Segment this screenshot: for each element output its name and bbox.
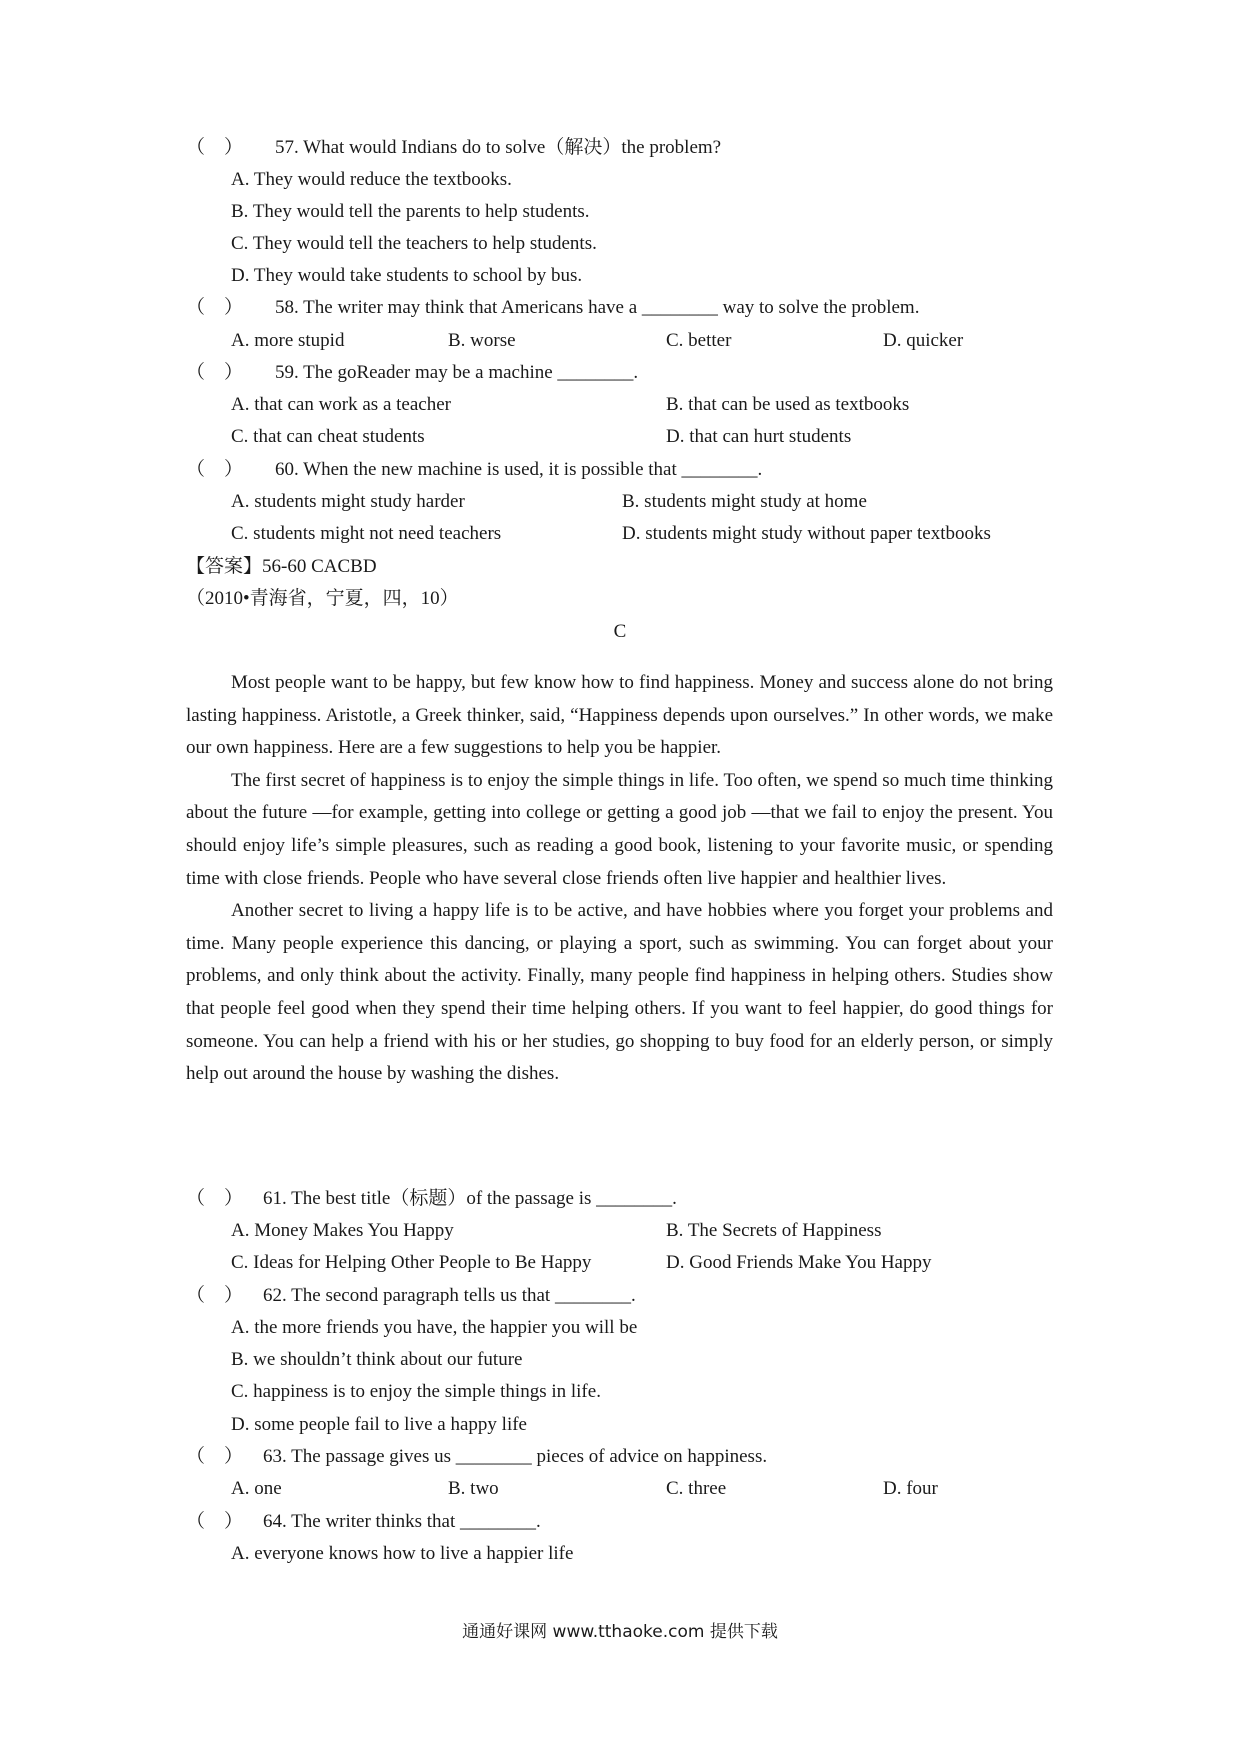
option-57-d: D. They would take students to school by bus. (231, 265, 583, 286)
option-60-c: C. students might not need teachers (231, 523, 502, 544)
option-61-c: C. Ideas for Helping Other People to Be Happy (231, 1252, 592, 1273)
option-63-c: C. three (666, 1478, 727, 1499)
question-61: 61. The best title（标题）of the passage is ________. (263, 1188, 677, 1209)
question-59: 59. The goReader may be a machine ________. (275, 362, 639, 383)
option-58-d: D. quicker (883, 330, 964, 351)
section-heading: C (613, 621, 627, 642)
option-57-c: C. They would tell the teachers to help students. (231, 233, 597, 254)
question-60: 60. When the new machine is used, it is possible that ________. (275, 459, 763, 480)
option-62-a: A. the more friends you have, the happier you will be (231, 1317, 638, 1338)
option-59-a: A. that can work as a teacher (231, 394, 451, 415)
option-58-b: B. worse (448, 330, 516, 351)
question-64: 64. The writer thinks that ________. (263, 1511, 541, 1532)
question-62: 62. The second paragraph tells us that ________. (263, 1285, 636, 1306)
question-58: 58. The writer may think that Americans have a ________ way to solve the problem. (275, 297, 920, 318)
answer-bracket: （ ） (186, 459, 244, 480)
option-62-b: B. we shouldn’t think about our future (231, 1349, 523, 1370)
option-57-a: A. They would reduce the textbooks. (231, 169, 512, 190)
option-58-a: A. more stupid (231, 330, 345, 351)
paragraph-3: Another secret to living a happy life is to be active, and have hobbies where you forget your problems and time. Many people experience this dancing, or playing a sport, such as swimming. You can forget about your problems, and only think about the activity. Finally, many people find happiness in helping others. Studies show that people feel good when they spend their time helping others. If you want to feel happier, do good things for someone. You can help a friend with his or her studies, go shopping to buy food for an elderly person, or simply help out around the house by washing the dishes. (186, 900, 1053, 1085)
option-64-a: A. everyone knows how to live a happier life (231, 1543, 574, 1564)
option-57-b: B. They would tell the parents to help students. (231, 201, 590, 222)
option-62-c: C. happiness is to enjoy the simple things in life. (231, 1381, 601, 1402)
option-59-d: D. that can hurt students (666, 426, 852, 447)
answer-bracket: （ ） (186, 297, 244, 318)
option-59-b: B. that can be used as textbooks (666, 394, 910, 415)
question-57: 57. What would Indians do to solve（解决）the problem? (275, 137, 722, 158)
option-61-b: B. The Secrets of Happiness (666, 1220, 882, 1241)
option-60-d: D. students might study without paper textbooks (622, 523, 991, 544)
option-62-d: D. some people fail to live a happy life (231, 1414, 527, 1435)
answer-bracket: （ ） (186, 1511, 244, 1532)
answer-key: 【答案】56-60 CACBD (186, 556, 377, 577)
answer-bracket: （ ） (186, 137, 244, 158)
page-footer: 通通好课网 www.tthaoke.com 提供下载 (462, 1622, 778, 1642)
option-59-c: C. that can cheat students (231, 426, 425, 447)
option-61-a: A. Money Makes You Happy (231, 1220, 454, 1241)
answer-bracket: （ ） (186, 362, 244, 383)
option-60-a: A. students might study harder (231, 491, 465, 512)
source-note: （2010•青海省，宁夏，四，10） (186, 588, 459, 609)
option-60-b: B. students might study at home (622, 491, 867, 512)
paragraph-1: Most people want to be happy, but few know how to find happiness. Money and success alone do not bring lasting happiness. Aristotle, a Greek thinker, said, “Happiness depends upon ourselves.” In other words, we make our own happiness. Here are a few suggestions to help you be happier. (186, 672, 1053, 759)
option-58-c: C. better (666, 330, 732, 351)
option-63-a: A. one (231, 1478, 282, 1499)
question-63: 63. The passage gives us ________ pieces of advice on happiness. (263, 1446, 768, 1467)
paragraph-2: The first secret of happiness is to enjoy the simple things in life. Too often, we spend so much time thinking about the future —for example, getting into college or getting a good job —that we fail to enjoy the present. You should enjoy life’s simple pleasures, such as reading a good book, listening to your favorite music, or spending time with close friends. People who have several close friends often live happier and healthier lives. (186, 769, 1053, 889)
answer-bracket: （ ） (186, 1446, 244, 1467)
option-63-d: D. four (883, 1478, 938, 1499)
answer-bracket: （ ） (186, 1285, 244, 1306)
answer-bracket: （ ） (186, 1188, 244, 1209)
option-61-d: D. Good Friends Make You Happy (666, 1252, 932, 1273)
passage (186, 667, 1053, 1091)
option-63-b: B. two (448, 1478, 499, 1499)
